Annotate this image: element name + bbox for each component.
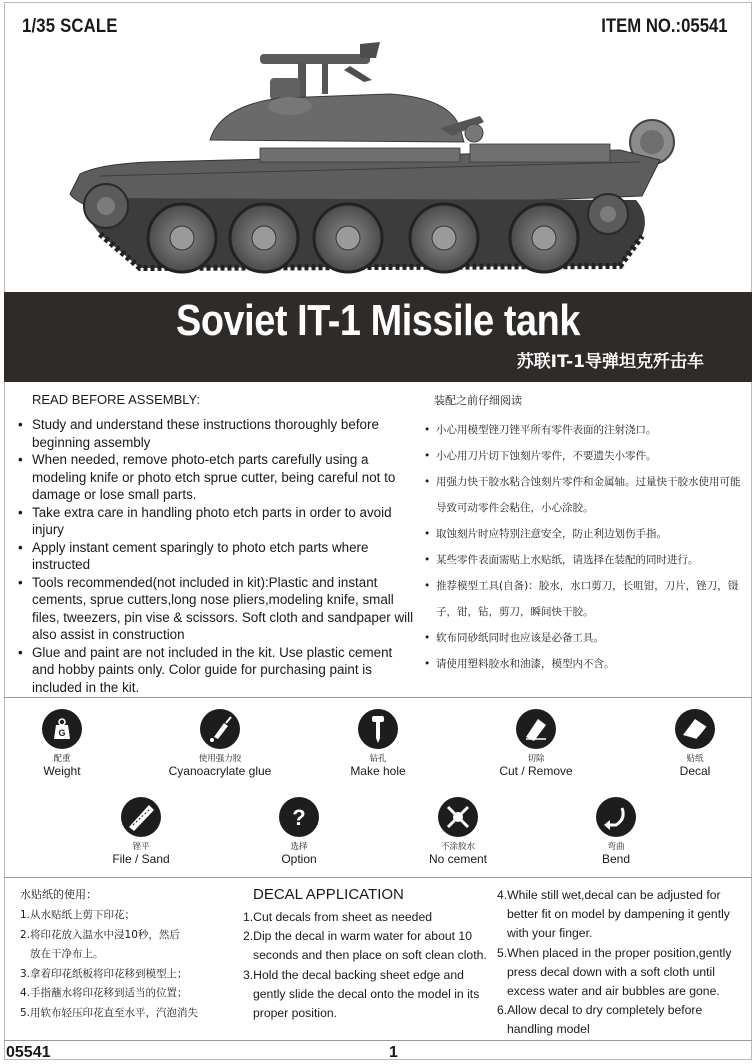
list-item: 4.手指蘸水将印花移到适当的位置； bbox=[20, 987, 188, 999]
symbol-label: No cement bbox=[428, 852, 488, 866]
no-cement-icon bbox=[438, 797, 478, 837]
kit-title-cn: 苏联IT-1导弹坦克歼击车 bbox=[516, 352, 704, 372]
symbol-label: Cyanoacrylate glue bbox=[168, 764, 272, 778]
list-item: 2.将印花放入温水中浸10秒，然后 bbox=[20, 928, 180, 941]
list-item: • Tools recommended(not included in kit):Plastic and instant cements, sprue cutters,long nose pliers,modeling knife, small files, tweezers, pin vise & scissors. Soft cloth and sandpaper will also assist in construction bbox=[18, 574, 418, 644]
symbol-drill bbox=[308, 709, 448, 778]
symbol-label-cn: 选择 bbox=[290, 842, 308, 852]
option-icon bbox=[279, 797, 319, 837]
list-item: better fit on model by dampening it gently bbox=[507, 907, 730, 922]
list-item: 5.用软布轻压印花直至水平，汽泡消失 bbox=[20, 1006, 199, 1019]
bend-icon bbox=[596, 797, 636, 837]
list-item: • 某些零件表面需贴上水贴纸，请选择在装配的同时进行。 bbox=[424, 547, 744, 573]
symbol-label-cn: 不涂胶水 bbox=[440, 842, 475, 852]
drill-icon bbox=[358, 709, 398, 749]
list-item: • Study and understand these instructions thoroughly before beginning assembly bbox=[18, 416, 418, 451]
symbol-label-cn: 钻孔 bbox=[369, 754, 387, 764]
list-item: 1.从水贴纸上剪下印花； bbox=[20, 909, 136, 921]
kit-title: Soviet IT-1 Missile tank bbox=[176, 296, 580, 345]
list-item: press decal down with a soft cloth until bbox=[507, 964, 715, 979]
symbol-label-cn: 锉平 bbox=[132, 842, 150, 852]
symbol-bend bbox=[546, 797, 686, 866]
symbol-label-cn: 贴纸 bbox=[686, 754, 704, 764]
chinese-instructions bbox=[424, 417, 744, 677]
list-item: • 取蚀刻片时应特别注意安全，防止利边划伤手指。 bbox=[424, 521, 744, 547]
list-item: proper position. bbox=[253, 1006, 338, 1021]
scale-label: 1/35 SCALE bbox=[22, 16, 118, 37]
divider bbox=[4, 697, 752, 698]
cut-icon bbox=[516, 709, 556, 749]
page-number: 1 bbox=[389, 1044, 398, 1061]
decal-steps-right bbox=[497, 886, 747, 1040]
read-before-heading-cn: 装配之前仔细阅读 bbox=[434, 394, 522, 407]
symbol-file bbox=[71, 797, 211, 866]
list-item: • Apply instant cement sparingly to photo etch parts where instructed bbox=[18, 539, 418, 574]
symbol-label-cn: 弯曲 bbox=[607, 842, 625, 852]
symbol-label: Option bbox=[281, 852, 317, 866]
symbol-label: Decal bbox=[679, 764, 711, 778]
decal-heading-cn: 水贴纸的使用： bbox=[20, 888, 97, 901]
symbol-label: File / Sand bbox=[112, 852, 170, 866]
list-item: • 用强力快干胶水粘合蚀刻片零件和金属轴。过量快干胶水使用可能导致可动零件会粘住，小心涂胶。 bbox=[424, 469, 744, 521]
decal-heading: DECAL APPLICATION bbox=[253, 886, 404, 903]
svg-text:G: G bbox=[58, 728, 66, 738]
list-item: • 请使用塑料胶水和油漆，模型内不含。 bbox=[424, 651, 744, 677]
symbol-label-cn: 配重 bbox=[53, 754, 71, 764]
tank-illustration bbox=[60, 36, 700, 286]
symbol-glue bbox=[150, 709, 290, 778]
symbol-weight bbox=[0, 709, 132, 778]
symbol-label: Cut / Remove bbox=[499, 764, 573, 778]
missile-launcher bbox=[260, 42, 380, 100]
symbol-label: Make hole bbox=[350, 764, 406, 778]
symbol-label: Bend bbox=[601, 852, 631, 866]
divider bbox=[4, 1040, 752, 1041]
symbol-label-cn: 切除 bbox=[527, 754, 545, 764]
list-item: • When needed, remove photo-etch parts carefully using a modeling knife or photo etch sprue cutter, being careful not to damage or lose small parts. bbox=[18, 451, 418, 504]
list-item: 6.Allow decal to dry completely before bbox=[497, 1003, 703, 1018]
decal-icon bbox=[675, 709, 715, 749]
list-item: • 软布同砂纸同时也应该是必备工具。 bbox=[424, 625, 744, 651]
list-item: 5.When placed in the proper position,gently bbox=[497, 945, 732, 960]
list-item: 4.While still wet,decal can be adjusted for bbox=[497, 888, 721, 902]
symbol-label: Weight bbox=[43, 764, 81, 778]
list-item: excess water and air bubbles are gone. bbox=[507, 984, 720, 999]
item-number: ITEM NO.:05541 bbox=[601, 16, 728, 37]
list-item: 放在干净布上。 bbox=[30, 948, 104, 960]
list-item: 1.Cut decals from sheet as needed bbox=[243, 910, 433, 924]
list-item: gently slide the decal onto the model in its bbox=[253, 986, 480, 1001]
list-item: seconds and then place on soft clean cloth. bbox=[253, 948, 487, 963]
list-item: 3.Hold the decal backing sheet edge and bbox=[243, 967, 464, 982]
glue-icon bbox=[200, 709, 240, 749]
decal-steps-left bbox=[243, 908, 498, 1023]
footer-item-code: 05541 bbox=[6, 1044, 51, 1061]
list-item: 3.拿着印花纸板将印花移到模型上； bbox=[20, 967, 188, 980]
list-item: • 小心用模型锉刀锉平所有零件表面的注射浇口。 bbox=[424, 417, 744, 443]
divider bbox=[4, 877, 752, 878]
symbol-decal bbox=[625, 709, 756, 778]
weight-icon bbox=[42, 709, 82, 749]
file-icon bbox=[121, 797, 161, 837]
list-item: handling model bbox=[507, 1022, 590, 1037]
symbol-option bbox=[229, 797, 369, 866]
list-item: • 小心用刀片切下蚀刻片零件，不要遗失小零件。 bbox=[424, 443, 744, 469]
title-banner bbox=[4, 292, 752, 382]
svg-text:?: ? bbox=[292, 805, 306, 830]
english-instructions bbox=[18, 416, 418, 696]
decal-steps-cn bbox=[20, 906, 240, 1023]
symbol-no-cement bbox=[388, 797, 528, 866]
symbol-label-cn: 使用强力胶 bbox=[198, 754, 242, 764]
list-item: • Glue and paint are not included in the kit. Use plastic cement and hobby paints only. Color guide for purchasing paint is included in the kit. bbox=[18, 644, 418, 697]
list-item: • 推荐模型工具(自备)：胶水，水口剪刀，长咀钳，刀片，锉刀，镊子，钳，钻，剪刀，瞬间快干胶。 bbox=[424, 573, 744, 625]
symbol-cut bbox=[466, 709, 606, 778]
list-item: 2.Dip the decal in warm water for about 10 bbox=[243, 929, 472, 944]
read-before-heading: READ BEFORE ASSEMBLY: bbox=[32, 392, 201, 407]
list-item: with your finger. bbox=[507, 926, 593, 941]
list-item: • Take extra care in handling photo etch parts in order to avoid injury bbox=[18, 504, 418, 539]
